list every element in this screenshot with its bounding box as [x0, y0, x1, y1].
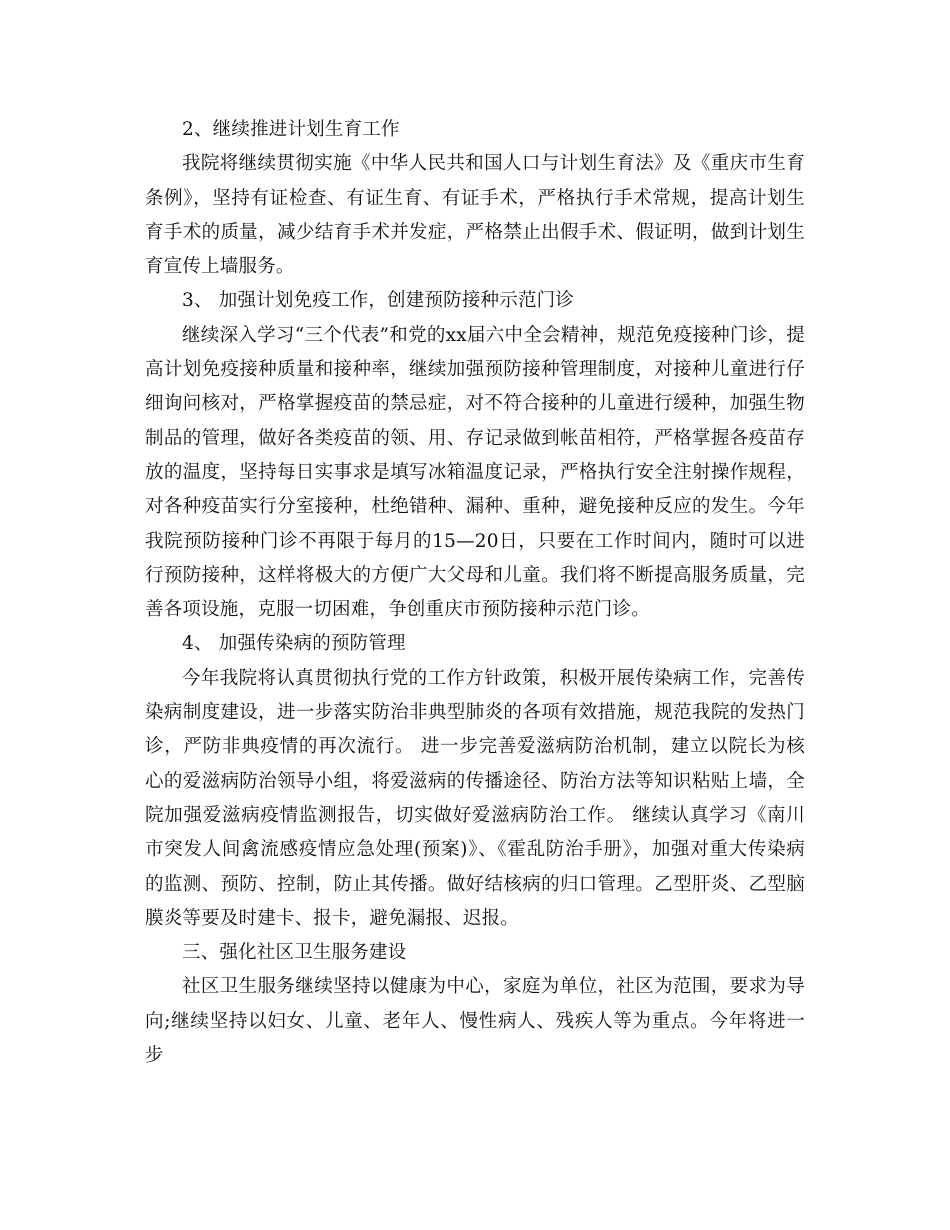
paragraph-family-planning: 我院将继续贯彻实施《中华人民共和国人口与计划生育法》及《重庆市生育条例》，坚持有证检查、有证生育、有证手术，严格执行手术常规，提高计划生育手术的质量，减少结育手术并发症，严格禁止出假手术、假证明，做到计划生育宣传上墙服务。	[145, 153, 805, 278]
paragraph-infectious-disease: 今年我院将认真贯彻执行党的工作方针政策，积极开展传染病工作，完善传染病制度建设，进一步落实防治非典型肺炎的各项有效措施，规范我院的发热门诊，严防非典疫情的再次流行。 进一步完善爱滋病防治机制，建立以院长为核心的爱滋病防治领导小组，将爱滋病的传播途径、防治方法等知识粘贴上墙，全院加强爱滋病疫情监测报告，切实做好爱滋病防治工作。 继续认真学习《南川市突发人间禽流感疫情应急处理(预案)》、《霍乱防治手册》，加强对重大传染病的监测、预防、控制，防止其传播。做好结核病的归口管理。乙型肝炎、乙型脑膜炎等要及时建卡、报卡，避免漏报、迟报。	[145, 667, 805, 929]
section-heading-family-planning: 2、继续推进计划生育工作	[182, 119, 400, 140]
paragraph-immunization: 继续深入学习“三个代表”和党的xx届六中全会精神，规范免疫接种门诊，提高计划免疫接种质量和接种率，继续加强预防接种管理制度，对接种儿童进行仔细询问核对，严格掌握疫苗的禁忌症，对不符合接种的儿童进行缓种，加强生物制品的管理，做好各类疫苗的领、用、存记录做到帐苗相符，严格掌握各疫苗存放的温度，坚持每日实事求是填写冰箱温度记录，严格执行安全注射操作规程，对各种疫苗实行分室接种，杜绝错种、漏种、重种，避免接种反应的发生。今年我院预防接种门诊不再限于每月的15—20日，只要在工作时间内，随时可以进行预防接种，这样将极大的方便广大父母和儿童。我们将不断提高服务质量，完善各项设施，克服一切困难，争创重庆市预防接种示范门诊。	[145, 324, 805, 621]
section-heading-community-health: 三、强化社区卫生服务建设	[182, 942, 407, 964]
section-heading-immunization: 3、 加强计划免疫工作，创建预防接种示范门诊	[182, 290, 575, 312]
section-heading-infectious-disease: 4、 加强传染病的预防管理	[182, 633, 406, 655]
paragraph-community-health: 社区卫生服务继续坚持以健康为中心，家庭为单位，社区为范围，要求为导向;继续坚持以妇女、儿童、老年人、慢性病人、残疾人等为重点。今年将进一步	[145, 976, 805, 1067]
document-body	[145, 113, 805, 1073]
